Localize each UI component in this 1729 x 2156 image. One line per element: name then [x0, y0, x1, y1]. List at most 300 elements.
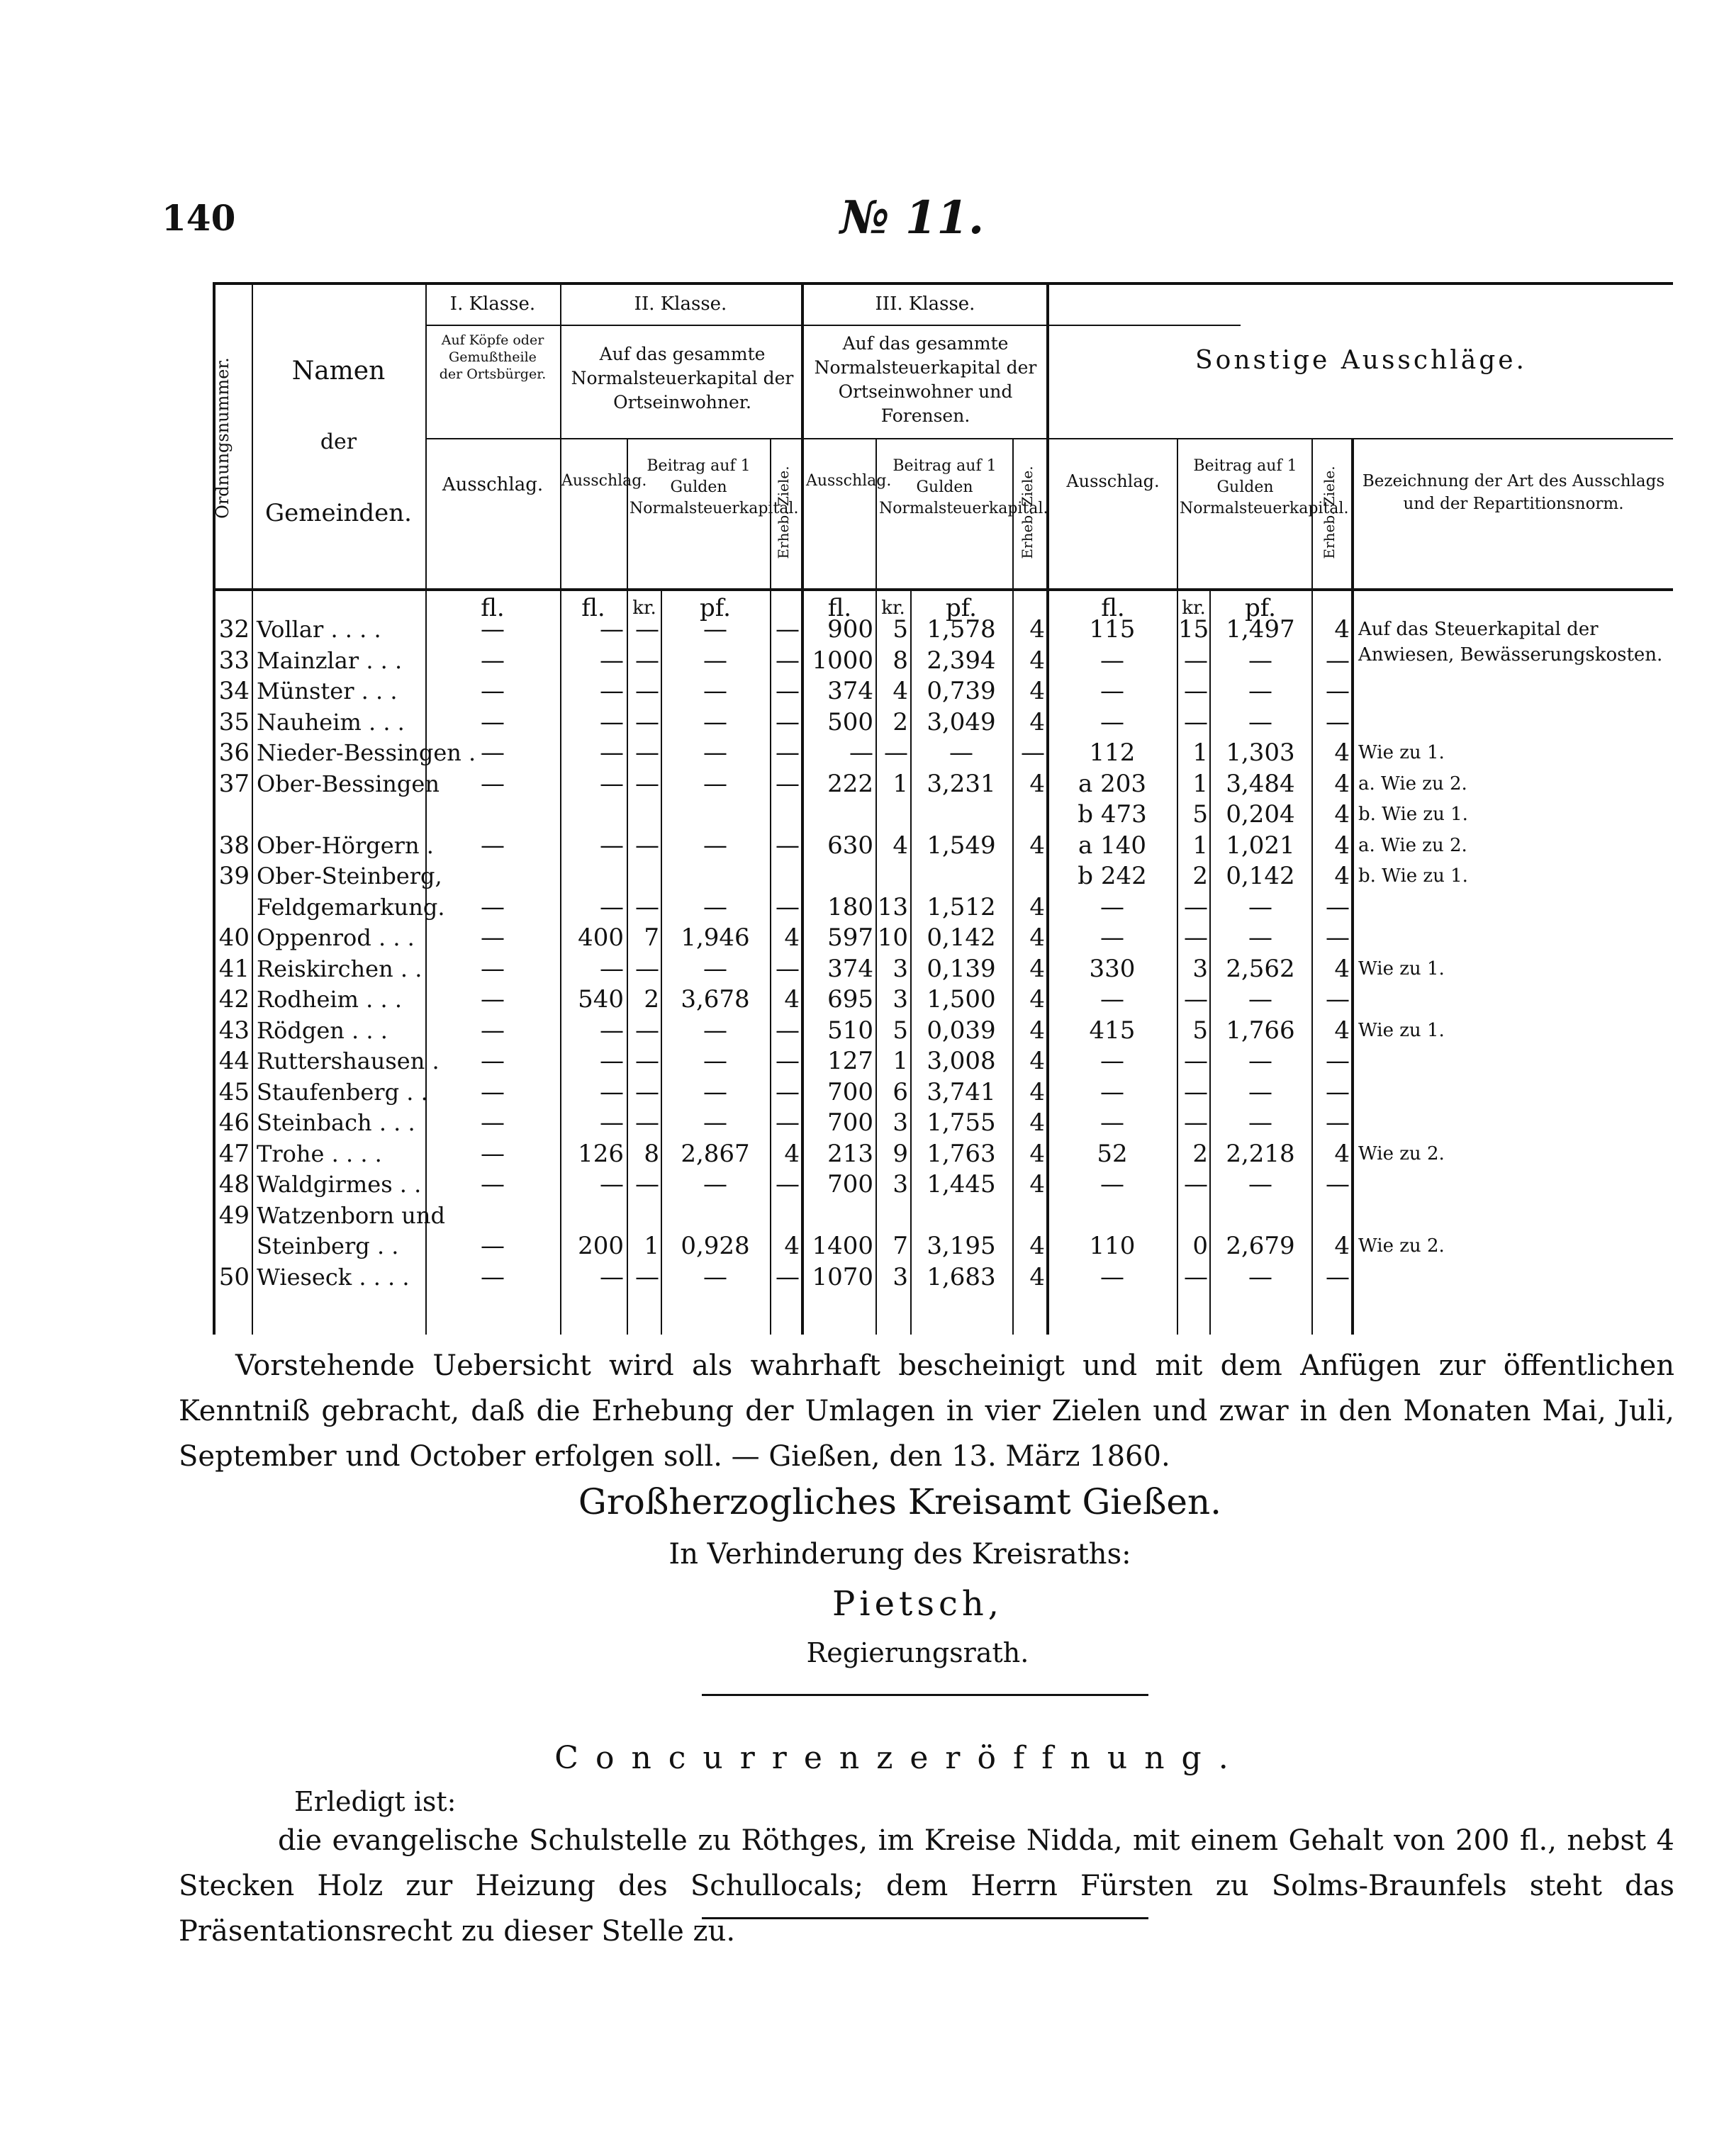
cell-c2k: —	[635, 954, 659, 983]
cell-sz: 4	[1334, 800, 1350, 829]
cell-no: 46	[218, 1108, 250, 1137]
cell-sa: —	[1100, 1108, 1124, 1137]
unit-fl: fl.	[581, 594, 605, 622]
cell-c3p: 3,008	[927, 1047, 996, 1075]
cell-c1: —	[481, 615, 505, 644]
cell-c2k: 8	[644, 1139, 659, 1168]
cell-c3z: 4	[1029, 831, 1045, 860]
cell-rem: b. Wie zu 1.	[1358, 804, 1468, 825]
cell-c2z: 4	[784, 923, 800, 952]
cell-c3z: 4	[1029, 954, 1045, 983]
cell-name: Ober-Steinberg,	[257, 863, 442, 889]
cell-sp: 2,218	[1226, 1139, 1295, 1168]
class2-ausschlag: Ausschlag.	[561, 472, 647, 490]
cell-c2a: —	[600, 1016, 624, 1045]
section-divider	[702, 1694, 1148, 1696]
cell-no: 44	[218, 1047, 250, 1075]
cell-c3p: 3,231	[927, 769, 996, 798]
cell-c2a: 400	[578, 923, 624, 952]
cell-c1: —	[481, 1047, 505, 1075]
class2-beitrag: Beitrag auf 1 Gulden Normalsteuerkapital.	[630, 457, 799, 517]
class3-ausschlag: Ausschlag.	[806, 472, 892, 490]
class-title-rule	[425, 325, 1241, 326]
cell-sa: —	[1100, 1262, 1124, 1291]
cell-sz: 4	[1334, 831, 1350, 860]
cell-sk: 3	[1192, 954, 1208, 983]
cell-rem: Wie zu 2.	[1358, 1142, 1445, 1164]
cell-c2p: —	[703, 615, 727, 644]
cell-c3z: 4	[1029, 923, 1045, 952]
page-number: 140	[162, 197, 236, 239]
cell-c2k: —	[635, 615, 659, 644]
cell-sa: a 203	[1078, 769, 1146, 798]
cell-c3k: 2	[893, 707, 908, 736]
cell-c1: —	[481, 1077, 505, 1106]
cell-c2k: —	[635, 1262, 659, 1291]
cell-c2z: —	[776, 615, 800, 644]
cell-sp: —	[1248, 1262, 1272, 1291]
cell-c2k: —	[635, 1108, 659, 1137]
class3-desc: Auf das gesammte Normalsteuerkapital der Ortseinwohner und Forensen.	[814, 333, 1037, 426]
cell-no: 35	[218, 707, 250, 736]
authority-name: Großherzogliches Kreisamt Gießen.	[578, 1481, 1222, 1522]
cell-c3z: 4	[1029, 892, 1045, 921]
cell-name: Watzenborn und	[257, 1201, 445, 1229]
cell-no: 42	[218, 985, 250, 1014]
cell-c3k: 9	[893, 1139, 908, 1168]
cell-c3a: 374	[827, 954, 873, 983]
cell-sp: —	[1248, 1108, 1272, 1137]
class2-ziele: Erheb. Ziele.	[775, 466, 792, 559]
cell-c1: —	[481, 1139, 505, 1168]
cell-no: 45	[218, 1077, 250, 1106]
cell-name: Feldgemarkung.	[257, 893, 445, 921]
cell-c2a: —	[600, 892, 624, 921]
col-rule	[875, 438, 877, 1335]
cell-sp: —	[1248, 923, 1272, 952]
cell-name: Trohe . . . .	[257, 1140, 382, 1167]
cell-sp: —	[1248, 677, 1272, 705]
cell-c1: —	[481, 677, 505, 705]
cell-sz: —	[1326, 985, 1350, 1014]
cell-c3a: 1000	[812, 646, 873, 675]
cell-sa: —	[1100, 707, 1124, 736]
col-rule	[425, 282, 427, 1335]
cell-c3p: 1,755	[927, 1108, 996, 1137]
cell-c3a: 700	[827, 1077, 873, 1106]
cell-c3a: 597	[827, 923, 873, 952]
cell-c3z: 4	[1029, 1047, 1045, 1075]
cell-no: 43	[218, 1016, 250, 1045]
cell-sz: —	[1326, 1262, 1350, 1291]
cell-sa: —	[1100, 1047, 1124, 1075]
cell-sp: 3,484	[1226, 769, 1295, 798]
cell-sz: —	[1326, 892, 1350, 921]
cell-name: Mainzlar . . .	[257, 646, 403, 674]
cell-sa: 330	[1089, 954, 1136, 983]
cell-c2z: —	[776, 707, 800, 736]
cell-c3a: 700	[827, 1108, 873, 1137]
cell-c3p: 1,763	[927, 1139, 996, 1168]
cell-c2a: —	[600, 1170, 624, 1198]
cell-name: Rödgen . . .	[257, 1016, 388, 1044]
cell-c2k: —	[635, 769, 659, 798]
cell-c3p: 1,683	[927, 1262, 996, 1291]
cell-rem: a. Wie zu 2.	[1358, 773, 1467, 795]
cell-c2z: —	[776, 831, 800, 860]
cell-c2p: —	[703, 1016, 727, 1045]
col-rule	[1012, 438, 1014, 1335]
bottom-divider	[702, 1917, 1148, 1919]
cell-c2z: —	[776, 1108, 800, 1137]
cell-c3p: 0,739	[927, 677, 996, 705]
cell-c2z: 4	[784, 985, 800, 1014]
cell-c3k: 4	[893, 831, 908, 860]
cell-c3k: 5	[893, 1016, 908, 1045]
cell-sz: 4	[1334, 862, 1350, 890]
cell-c2z: 4	[784, 1232, 800, 1260]
cell-sk: 0	[1192, 1232, 1208, 1260]
cell-sa: 415	[1089, 1016, 1136, 1045]
cell-no: 49	[218, 1201, 250, 1230]
cell-sk: 15	[1178, 615, 1209, 644]
cell-sa: —	[1100, 1170, 1124, 1198]
cell-name: Oppenrod . . .	[257, 924, 415, 951]
cell-c2a: —	[600, 831, 624, 860]
cell-sz: —	[1326, 1047, 1350, 1075]
certification-paragraph: Vorstehende Uebersicht wird als wahrhaft bescheinigt und mit dem Anfügen zur öffentlichen Kenntniß gebracht, daß die Erhebung der Umlagen in vier Zielen und zwar in den Monaten Mai, Juli, September und October erfolgen soll. — Gießen, den 13. März 1860.	[179, 1349, 1674, 1473]
cell-sp: 0,142	[1226, 862, 1295, 890]
cell-c3z: 4	[1029, 1139, 1045, 1168]
cell-c1: —	[481, 1262, 505, 1291]
cell-sp: 0,204	[1226, 800, 1295, 829]
cell-c1: —	[481, 1232, 505, 1260]
cell-c3k: 3	[893, 954, 908, 983]
cell-sa: —	[1100, 892, 1124, 921]
deputy-line: In Verhinderung des Kreisraths:	[668, 1538, 1131, 1571]
cell-c1: —	[481, 769, 505, 798]
cell-no: 48	[218, 1170, 250, 1198]
cell-c3a: 700	[827, 1170, 873, 1198]
cell-c3z: 4	[1029, 615, 1045, 644]
cell-c3p: 1,549	[927, 831, 996, 860]
cell-sk: —	[1184, 677, 1208, 705]
cell-c3a: 510	[827, 1016, 873, 1045]
cell-no: 41	[218, 954, 250, 983]
cell-name: Rodheim . . .	[257, 986, 402, 1013]
cell-c3k: 4	[893, 677, 908, 705]
cell-sz: —	[1326, 1108, 1350, 1137]
cell-c3k: 3	[893, 1262, 908, 1291]
cell-c3p: 0,139	[927, 954, 996, 983]
cell-sp: 1,497	[1226, 615, 1295, 644]
cell-c2p: —	[703, 707, 727, 736]
cell-name: Steinbach . . .	[257, 1109, 415, 1136]
cell-c2z: —	[776, 954, 800, 983]
cell-sp: 2,562	[1226, 954, 1295, 983]
cell-sz: 4	[1334, 1016, 1350, 1045]
cell-sa: —	[1100, 677, 1124, 705]
cell-sz: —	[1326, 646, 1350, 675]
class3-title: III. Klasse.	[875, 293, 975, 315]
cell-c3k: 3	[893, 1108, 908, 1137]
cell-c2p: —	[703, 1170, 727, 1198]
cell-sa: 115	[1089, 615, 1136, 644]
cell-c2k: —	[635, 1016, 659, 1045]
cell-sk: 1	[1192, 769, 1208, 798]
cell-c3p: 1,445	[927, 1170, 996, 1198]
cell-c3z: —	[1021, 739, 1045, 767]
unit-fl: fl.	[481, 594, 505, 622]
class2-desc: Auf das gesammte Normalsteuerkapital der Ortseinwohner.	[571, 344, 794, 412]
cell-c2a: —	[600, 646, 624, 675]
unit-kr: kr.	[632, 597, 656, 619]
cell-c3a: 374	[827, 677, 873, 705]
cell-c3a: —	[849, 739, 873, 767]
cell-c2k: 2	[644, 985, 659, 1014]
cell-rem: b. Wie zu 1.	[1358, 865, 1468, 887]
cell-c1: —	[481, 985, 505, 1014]
cell-c2k: 1	[644, 1232, 659, 1260]
cell-sa: —	[1100, 923, 1124, 952]
cell-name: Reiskirchen . .	[257, 955, 423, 982]
cell-sa: —	[1100, 985, 1124, 1014]
cell-c3k: 3	[893, 1170, 908, 1198]
cell-c2k: 7	[644, 923, 659, 952]
cell-sp: 1,021	[1226, 831, 1295, 860]
cell-sk: —	[1184, 923, 1208, 952]
cell-sp: 1,766	[1226, 1016, 1295, 1045]
cell-sk: 1	[1192, 831, 1208, 860]
cell-sk: 5	[1192, 1016, 1208, 1045]
cell-sz: —	[1326, 677, 1350, 705]
signer-name: Pietsch,	[832, 1584, 1004, 1624]
cell-sk: —	[1184, 1108, 1208, 1137]
cell-c3z: 4	[1029, 677, 1045, 705]
class1-title: I. Klasse.	[449, 293, 536, 315]
cell-c3k: 8	[893, 646, 908, 675]
cell-c2z: —	[776, 1016, 800, 1045]
cell-name: Steinberg . .	[257, 1233, 399, 1259]
cell-c3z: 4	[1029, 769, 1045, 798]
cell-c2z: —	[776, 769, 800, 798]
sonstige-bezeichnung: Bezeichnung der Art des Ausschlags und der Repartitionsnorm.	[1362, 472, 1665, 513]
unit-pf: pf.	[946, 594, 977, 622]
cell-c2p: —	[703, 677, 727, 705]
cell-no: 33	[218, 646, 250, 675]
cell-sp: —	[1248, 646, 1272, 675]
cell-sa: a 140	[1078, 831, 1146, 860]
cell-c3a: 180	[827, 892, 873, 921]
cell-no: 36	[218, 739, 250, 767]
cell-c3z: 4	[1029, 1232, 1045, 1260]
section-heading: Concurrenzeröffnung.	[554, 1740, 1246, 1776]
cell-c2a: —	[600, 954, 624, 983]
cell-c2z: —	[776, 677, 800, 705]
cell-sk: —	[1184, 1047, 1208, 1075]
cell-c2p: 2,867	[681, 1139, 750, 1168]
cell-c1: —	[481, 1108, 505, 1137]
cell-c1: —	[481, 739, 505, 767]
cell-c1: —	[481, 831, 505, 860]
issue-number: № 11.	[840, 191, 985, 245]
cell-c2k: —	[635, 707, 659, 736]
sonstige-beitrag: Beitrag auf 1 Gulden Normalsteuerkapital.	[1180, 457, 1349, 517]
cell-c2a: —	[600, 677, 624, 705]
cell-sp: —	[1248, 1047, 1272, 1075]
cell-no: 47	[218, 1139, 250, 1168]
cell-c2p: —	[703, 646, 727, 675]
cell-sk: —	[1184, 892, 1208, 921]
class-desc-rule	[425, 438, 1673, 439]
cell-c2z: —	[776, 892, 800, 921]
namen-header-2: der	[320, 429, 357, 454]
cell-c3z: 4	[1029, 1262, 1045, 1291]
cell-name: Nauheim . . .	[257, 708, 405, 736]
sonstige-ausschlag: Ausschlag.	[1066, 471, 1160, 491]
cell-name: Münster . . .	[257, 678, 398, 704]
cell-c2k: —	[635, 1047, 659, 1075]
cell-sz: —	[1326, 923, 1350, 952]
cell-name: Vollar . . . .	[257, 616, 381, 643]
col-rule	[1351, 438, 1354, 1335]
cell-c1: —	[481, 954, 505, 983]
cell-sa: b 242	[1078, 862, 1147, 890]
cell-rem: Wie zu 2.	[1358, 1235, 1445, 1257]
cell-sp: —	[1248, 1170, 1272, 1198]
cell-c1: —	[481, 923, 505, 952]
unit-pf: pf.	[1245, 594, 1276, 622]
cell-sp: —	[1248, 985, 1272, 1014]
cell-c3p: 1,500	[927, 985, 996, 1014]
cell-sz: 4	[1334, 954, 1350, 983]
cell-c1: —	[481, 892, 505, 921]
cell-c3a: 630	[827, 831, 873, 860]
header-bottom-rule	[213, 588, 1673, 591]
cell-c3z: 4	[1029, 1108, 1045, 1137]
ordnungsnummer-header: Ordnungsnummer.	[213, 357, 233, 519]
cell-c3a: 213	[827, 1139, 873, 1168]
cell-c2k: —	[635, 892, 659, 921]
cell-c3a: 127	[827, 1047, 873, 1075]
cell-c3z: 4	[1029, 1016, 1045, 1045]
col-rule	[627, 438, 628, 1335]
unit-fl: fl.	[1101, 594, 1125, 622]
cell-c2z: —	[776, 646, 800, 675]
class1-desc: Auf Köpfe oder Gemußtheile der Ortsbürger.	[439, 332, 547, 382]
class3-ziele: Erheb. Ziele.	[1019, 466, 1036, 559]
cell-c2p: —	[703, 892, 727, 921]
cell-c2z: —	[776, 1170, 800, 1198]
cell-rem: Wie zu 1.	[1358, 1019, 1445, 1041]
cell-sk: —	[1184, 985, 1208, 1014]
cell-c2z: —	[776, 1047, 800, 1075]
cell-sz: 4	[1334, 739, 1350, 767]
cell-c2p: —	[703, 1047, 727, 1075]
cell-c3k: 10	[877, 923, 908, 952]
cell-c2k: —	[635, 1170, 659, 1198]
cell-c3p: 0,142	[927, 923, 996, 952]
assessment-table	[191, 282, 1673, 1335]
cell-sz: 4	[1334, 1139, 1350, 1168]
cell-c2z: —	[776, 739, 800, 767]
cell-c2k: —	[635, 1077, 659, 1106]
cell-c3a: 695	[827, 985, 873, 1014]
cell-name: Wieseck . . . .	[257, 1263, 410, 1291]
cell-c3k: 5	[893, 615, 908, 644]
signer-title: Regierungsrath.	[806, 1637, 1029, 1668]
cell-rem: a. Wie zu 2.	[1358, 834, 1467, 856]
cell-c2a: —	[600, 1108, 624, 1137]
cell-c2p: —	[703, 954, 727, 983]
cell-sk: —	[1184, 646, 1208, 675]
cell-c2p: —	[703, 739, 727, 767]
cell-c3z: 4	[1029, 707, 1045, 736]
cell-c2k: —	[635, 646, 659, 675]
cell-c3k: 6	[893, 1077, 908, 1106]
cell-name: Ober-Bessingen	[257, 770, 440, 797]
cell-sa: —	[1100, 646, 1124, 675]
cell-c2z: 4	[784, 1139, 800, 1168]
cell-no: 39	[218, 862, 250, 890]
cell-c2a: 200	[578, 1232, 624, 1260]
cell-c3k: 1	[893, 1047, 908, 1075]
cell-c1: —	[481, 1170, 505, 1198]
cell-rem: Wie zu 1.	[1358, 958, 1445, 979]
cell-c3p: 3,741	[927, 1077, 996, 1106]
cell-sp: 1,303	[1226, 739, 1295, 767]
cell-no: 38	[218, 831, 250, 860]
cell-c3k: 13	[877, 892, 908, 921]
cell-c3p: 3,049	[927, 707, 996, 736]
cell-c3z: 4	[1029, 985, 1045, 1014]
cell-c3z: 4	[1029, 646, 1045, 675]
class3-beitrag: Beitrag auf 1 Gulden Normalsteuerkapital.	[879, 457, 1048, 517]
cell-c2a: —	[600, 615, 624, 644]
cell-sa: 110	[1089, 1232, 1136, 1260]
col-rule	[252, 282, 253, 1335]
cell-sz: —	[1326, 707, 1350, 736]
cell-c1: —	[481, 707, 505, 736]
cell-c3a: 1070	[812, 1262, 873, 1291]
cell-c2p: —	[703, 831, 727, 860]
cell-sp: —	[1248, 892, 1272, 921]
cell-sk: —	[1184, 1077, 1208, 1106]
unit-fl: fl.	[827, 594, 852, 622]
cell-c2z: —	[776, 1262, 800, 1291]
cell-sk: —	[1184, 707, 1208, 736]
cell-c3a: 222	[827, 769, 873, 798]
cell-sk: 1	[1192, 739, 1208, 767]
cell-c2p: —	[703, 769, 727, 798]
cell-sk: 2	[1192, 862, 1208, 890]
cell-c1: —	[481, 646, 505, 675]
cell-c3k: 3	[893, 985, 908, 1014]
class1-ausschlag: Ausschlag.	[442, 474, 544, 495]
cell-c3a: 900	[827, 615, 873, 644]
cell-c3z: 4	[1029, 1077, 1045, 1106]
cell-c2a: —	[600, 769, 624, 798]
cell-sz: —	[1326, 1170, 1350, 1198]
cell-sk: 5	[1192, 800, 1208, 829]
cell-c3k: —	[884, 739, 908, 767]
erledigt-label: Erledigt ist:	[294, 1786, 457, 1817]
cell-sa: b 473	[1078, 800, 1147, 829]
cell-c2z: —	[776, 1077, 800, 1106]
cell-c3p: 1,578	[927, 615, 996, 644]
cell-c2p: —	[703, 1108, 727, 1137]
cell-c3p: 0,039	[927, 1016, 996, 1045]
